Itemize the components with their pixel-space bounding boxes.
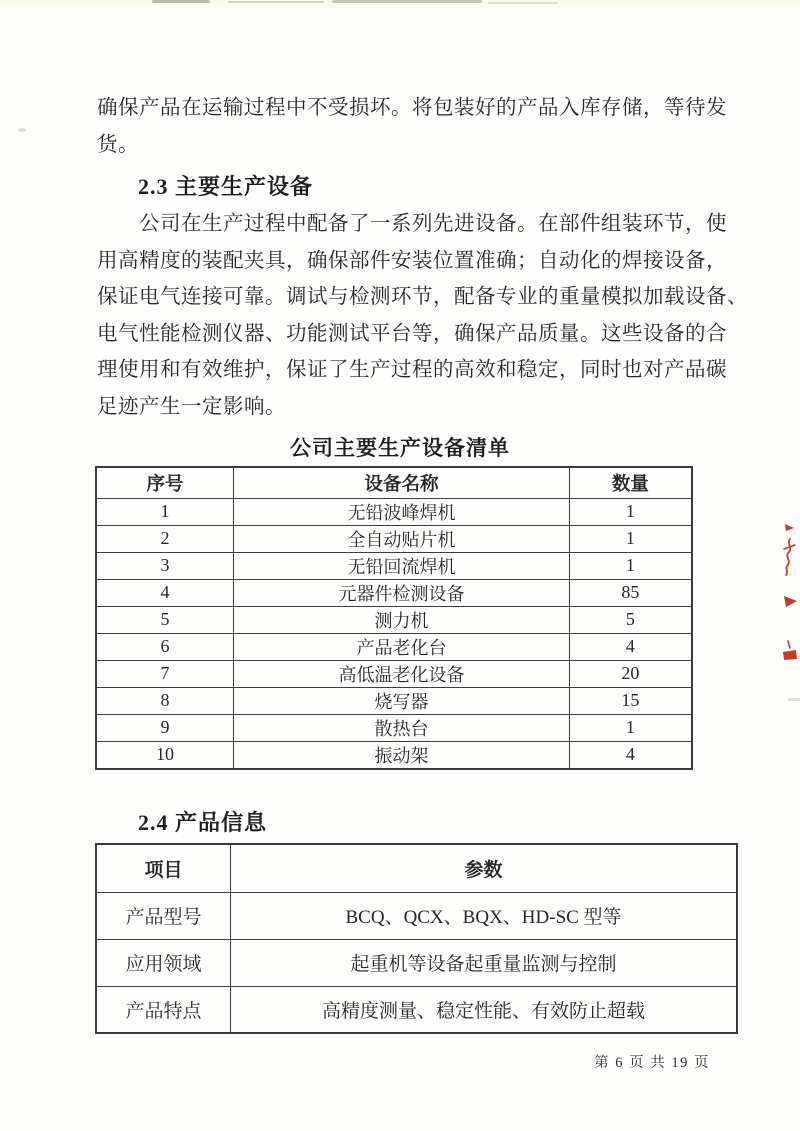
paragraph-line: 保证电气连接可靠。调试与检测环节，配备专业的重量模拟加载设备、 [97, 286, 748, 309]
scan-artifact [18, 128, 26, 132]
equipment-table-title: 公司主要生产设备清单 [290, 436, 510, 460]
table-row [96, 741, 692, 769]
table-row [96, 939, 737, 986]
table-row [96, 714, 692, 741]
cell-name: 散热台 [234, 714, 570, 741]
cell-name: 测力机 [234, 606, 570, 633]
cell-no: 2 [96, 525, 234, 552]
cell-name: 振动架 [234, 741, 570, 769]
cell-qty: 4 [569, 741, 692, 769]
product-info-table [95, 843, 738, 1034]
table-row [96, 892, 737, 939]
table-row [96, 687, 692, 714]
scan-artifact [152, 0, 210, 3]
table-row [96, 633, 692, 660]
paragraph-line: 用高精度的装配夹具，确保部件安装位置准确；自动化的焊接设备， [97, 249, 727, 272]
cell-param: 高精度测量、稳定性能、有效防止超载 [231, 986, 737, 1033]
footer-page-number: 第 6 页 共 19 页 [594, 1055, 710, 1071]
column-header-qty: 数量 [569, 467, 692, 498]
table-row [96, 552, 692, 579]
scan-artifact [788, 698, 800, 701]
cell-name: 烧写器 [234, 687, 570, 714]
cell-name: 高低温老化设备 [234, 660, 570, 687]
column-header-no: 序号 [96, 467, 234, 498]
table-row [96, 498, 692, 525]
cell-no: 6 [96, 633, 234, 660]
scan-artifact [488, 2, 558, 4]
cell-no: 9 [96, 714, 234, 741]
cell-name: 全自动贴片机 [234, 525, 570, 552]
table-row [96, 525, 692, 552]
cell-qty: 20 [569, 660, 692, 687]
paragraph-line: 确保产品在运输过程中不受损坏。将包装好的产品入库存储，等待发 [97, 97, 727, 119]
cell-no: 5 [96, 606, 234, 633]
cell-qty: 4 [569, 633, 692, 660]
cell-name: 无铅回流焊机 [234, 552, 570, 579]
paragraph-line: 电气性能检测仪器、功能测试平台等，确保产品质量。这些设备的合 [97, 322, 727, 345]
cell-no: 7 [96, 660, 234, 687]
cell-name: 产品老化台 [234, 633, 570, 660]
table-row [96, 606, 692, 633]
table-row [96, 986, 737, 1033]
cell-param: 起重机等设备起重量监测与控制 [231, 939, 737, 986]
table-row [96, 579, 692, 606]
cell-item: 产品型号 [96, 892, 231, 939]
cell-name: 无铅波峰焊机 [234, 498, 570, 525]
column-header-name: 设备名称 [234, 467, 570, 498]
cell-no: 4 [96, 579, 234, 606]
cell-qty: 85 [569, 579, 692, 606]
paragraph-shipping [97, 90, 727, 163]
paragraph-line: 公司在生产过程中配备了一系列先进设备。在部件组装环节，使 [139, 213, 727, 235]
table-header-row [96, 467, 692, 498]
cell-qty: 1 [569, 525, 692, 552]
paragraph-line: 理使用和有效维护，保证了生产过程的高效和稳定，同时也对产品碳 [97, 359, 727, 382]
column-header-param: 参数 [231, 844, 737, 892]
cell-qty: 1 [569, 498, 692, 525]
paragraph-line: 足迹产生一定影响。 [97, 395, 286, 418]
table-row [96, 660, 692, 687]
scan-artifact [332, 0, 482, 3]
cell-qty: 1 [569, 714, 692, 741]
cell-no: 1 [96, 498, 234, 525]
cell-no: 8 [96, 687, 234, 714]
paragraph-line: 货。 [97, 133, 139, 156]
cell-item: 产品特点 [96, 986, 231, 1033]
cell-no: 10 [96, 741, 234, 769]
cell-no: 3 [96, 552, 234, 579]
paragraph-equipment [97, 206, 748, 426]
column-header-item: 项目 [96, 844, 231, 892]
cell-name: 元器件检测设备 [234, 579, 570, 606]
section-heading-2-4: 2.4 产品信息 [138, 810, 268, 835]
section-heading-2-3: 2.3 主要生产设备 [138, 174, 314, 199]
scan-artifact [228, 1, 324, 3]
cell-qty: 15 [569, 687, 692, 714]
cell-item: 应用领域 [96, 939, 231, 986]
cell-qty: 1 [569, 552, 692, 579]
cell-param: BCQ、QCX、BQX、HD-SC 型等 [231, 892, 737, 939]
equipment-table [95, 466, 693, 770]
table-header-row [96, 844, 737, 892]
cell-qty: 5 [569, 606, 692, 633]
red-pen-annotation-marks [774, 515, 800, 675]
